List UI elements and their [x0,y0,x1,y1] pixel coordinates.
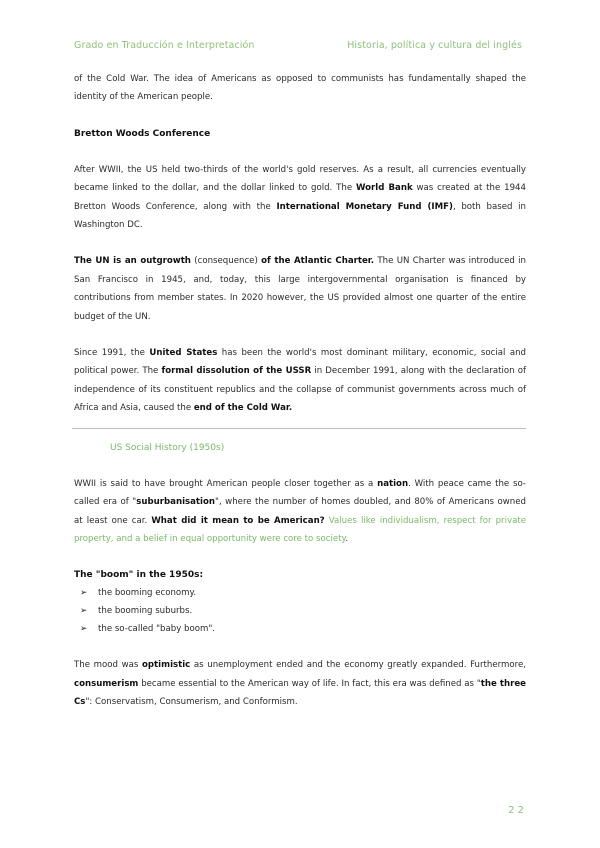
paragraph-bretton-woods: After WWII, the US held two-thirds of the world's gold reserves. As a result, all currencies eventually became linked to the dollar, and the dollar linked to gold. The World Bank was created at the 1944 Bretton Woods Conference, along with the International Monetary Fund (IMF), both based in Washington DC. [74,164,526,231]
page-content [74,70,526,712]
paragraph-mood: The mood was optimistic as unemployment ended and the economy greatly expanded. Furthermore, consumerism became essential to the American way of life. In fact, this era was defined as "the three Cs": Conservatism, Consumerism, and Conformism. [74,660,527,708]
arrow-bullet-icon: ➢ [80,606,88,617]
arrow-bullet-icon: ➢ [80,624,88,635]
page-number: 2 2 [508,805,524,816]
arrow-bullet-icon: ➢ [80,588,88,599]
list-item: ➢ the so-called "baby boom". [80,620,526,638]
list-item: ➢ the booming economy. [80,584,526,602]
header-subject: Historia, política y cultura del inglés [347,40,522,51]
paragraph-since-1991: Since 1991, the United States has been the world's most dominant military, economic, social and political power. The formal dissolution of the USSR in December 1991, along with the declaration of independence of its constituent republics and the collapse of communist governments across much of Africa and Asia, caused the end of the Cold War. [74,348,526,414]
heading-us-social-history: US Social History (1950s) [110,442,225,453]
heading-bretton-woods: Bretton Woods Conference [74,128,211,139]
header-course: Grado en Traducción e Interpretación [74,40,255,51]
heading-boom: The "boom" in the 1950s: [74,570,204,581]
paragraph-social-history: WWII is said to have brought American people closer together as a nation. With peace came the so-called era of "suburbanisation", where the number of homes doubled, and 80% of Americans owned at least one car. What did it mean to be American? Values like individualism, respect for private property, and a belief in equal opportunity were core to society. [74,478,526,544]
paragraph-un: The UN is an outgrowth (consequence) of the Atlantic Charter. The UN Charter was introduced in San Francisco in 1945, and, today, this large intergovernmental organisation is financed by contributions from member states. In 2020 however, the US provided almost one quarter of the entire budget of the UN. [74,256,526,322]
paragraph-cold-war: of the Cold War. The idea of Americans as opposed to communists has fundamentally shaped the identity of the American people. [74,74,526,103]
list-item: ➢ the booming suburbs. [80,602,526,620]
boom-list [74,584,526,638]
